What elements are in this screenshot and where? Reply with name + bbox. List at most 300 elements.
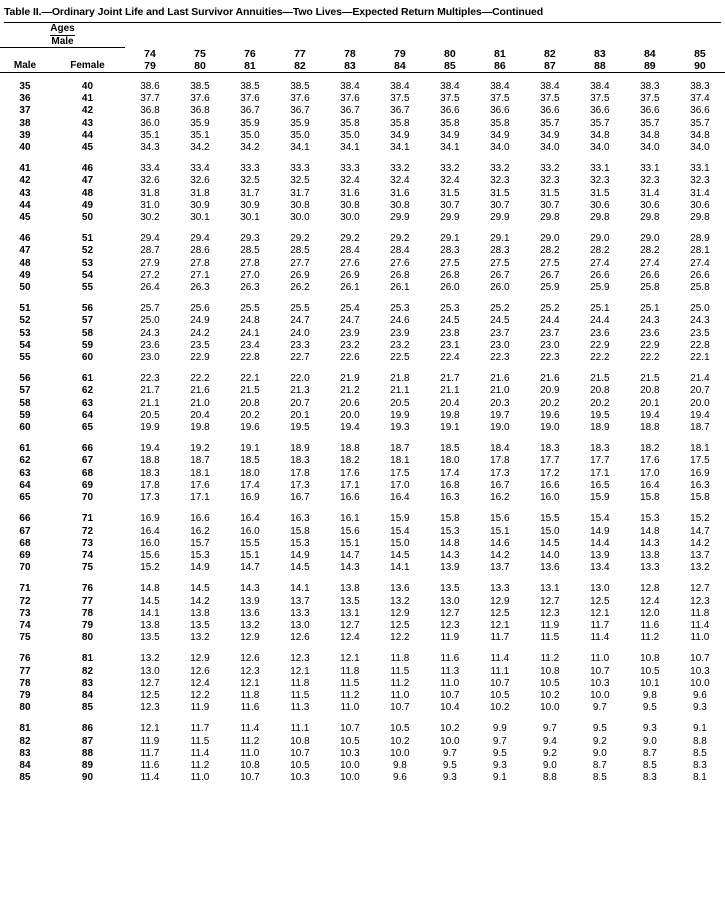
multiple-value: 37.6 xyxy=(240,93,260,105)
table-row xyxy=(0,315,725,327)
row-male-age: 54 xyxy=(19,339,31,351)
multiple-value: 12.4 xyxy=(340,632,360,644)
multiple-value: 10.5 xyxy=(390,723,410,735)
multiple-value: 11.0 xyxy=(590,653,610,665)
multiple-value: 14.3 xyxy=(640,537,660,549)
row-female-age: 41 xyxy=(81,93,94,105)
group-spacer-cell xyxy=(0,72,725,81)
multiple-value: 19.9 xyxy=(390,409,410,421)
table-body xyxy=(0,72,725,784)
multiple-value: 38.4 xyxy=(390,81,410,92)
multiple-value: 13.5 xyxy=(340,595,360,607)
multiple-value: 25.2 xyxy=(540,303,560,315)
multiple-value: 20.0 xyxy=(690,397,710,409)
row-female-age: 66 xyxy=(81,443,94,455)
multiple-value: 12.5 xyxy=(490,607,510,619)
multiple-value: 18.0 xyxy=(440,455,460,467)
multiple-value: 33.3 xyxy=(240,163,260,175)
table-row xyxy=(0,455,725,467)
multiple-value: 8.7 xyxy=(642,747,657,759)
multiple-value: 29.2 xyxy=(340,233,360,245)
multiple-value: 11.9 xyxy=(190,702,210,714)
table-row xyxy=(0,736,725,748)
multiple-value: 30.7 xyxy=(490,199,510,211)
multiple-value: 14.7 xyxy=(240,562,260,574)
multiple-value: 18.2 xyxy=(340,455,360,467)
multiple-value: 15.2 xyxy=(140,562,160,574)
multiple-value: 17.1 xyxy=(190,492,210,504)
table-row xyxy=(0,142,725,154)
multiple-value: 15.9 xyxy=(390,513,410,525)
table-row xyxy=(0,175,725,187)
multiple-value: 17.3 xyxy=(290,479,310,491)
multiple-value: 9.3 xyxy=(642,723,657,735)
multiple-value: 26.1 xyxy=(340,282,360,294)
multiple-value: 12.9 xyxy=(390,607,410,619)
multiple-value: 17.4 xyxy=(240,479,260,491)
multiple-value: 12.7 xyxy=(440,607,460,619)
multiple-value: 13.2 xyxy=(390,595,410,607)
multiple-value: 26.3 xyxy=(240,282,260,294)
row-male-age: 56 xyxy=(19,373,31,385)
multiple-value: 27.2 xyxy=(140,269,160,281)
multiple-value: 36.6 xyxy=(590,105,610,117)
row-female-age: 90 xyxy=(81,772,94,784)
table-row xyxy=(0,480,725,492)
multiple-value: 10.7 xyxy=(340,723,360,735)
multiple-value: 15.0 xyxy=(390,537,410,549)
multiple-value: 17.7 xyxy=(590,455,610,467)
multiple-value: 27.5 xyxy=(440,257,460,269)
row-male-age: 59 xyxy=(19,409,31,421)
row-male-age: 70 xyxy=(19,562,31,574)
multiple-value: 38.6 xyxy=(140,81,160,92)
row-female-age: 77 xyxy=(81,595,94,607)
table-row xyxy=(0,492,725,504)
multiple-value: 9.5 xyxy=(592,723,607,735)
multiple-value: 17.8 xyxy=(490,455,510,467)
row-male-age: 69 xyxy=(19,549,31,561)
multiple-value: 16.0 xyxy=(240,525,260,537)
multiple-value: 30.7 xyxy=(540,199,560,211)
multiple-value: 12.0 xyxy=(640,607,660,619)
multiple-value: 28.7 xyxy=(140,245,160,257)
multiple-value: 30.0 xyxy=(340,212,360,224)
multiple-value: 22.8 xyxy=(240,352,260,364)
multiple-value: 22.2 xyxy=(190,373,210,385)
multiple-value: 23.4 xyxy=(240,339,260,351)
table-row xyxy=(0,608,725,620)
multiple-value: 17.0 xyxy=(390,479,410,491)
multiple-value: 10.0 xyxy=(690,677,710,689)
multiple-value: 26.7 xyxy=(490,269,510,281)
col-header-male-10: 84 xyxy=(643,47,656,60)
group-spacer xyxy=(0,294,725,303)
row-female-age: 54 xyxy=(81,269,94,281)
row-female-age: 87 xyxy=(81,735,94,747)
page-title: Table II.—Ordinary Joint Life and Last Survivor Annuities—Two Lives—Expected Return Multiples—Continued xyxy=(4,6,544,18)
multiple-value: 34.3 xyxy=(140,142,160,154)
table-row xyxy=(0,526,725,538)
multiple-value: 19.4 xyxy=(690,409,710,421)
multiple-value: 9.1 xyxy=(692,723,707,735)
multiple-value: 36.8 xyxy=(140,105,160,117)
table-row xyxy=(0,410,725,422)
col-header-female-3: 82 xyxy=(275,60,325,73)
multiple-value: 11.0 xyxy=(340,702,360,714)
multiple-value: 23.8 xyxy=(440,327,460,339)
multiple-value: 22.0 xyxy=(290,373,310,385)
multiple-value: 13.0 xyxy=(290,619,310,631)
multiple-value: 14.3 xyxy=(440,549,460,561)
multiple-value: 10.8 xyxy=(540,665,560,677)
multiple-value: 15.8 xyxy=(690,492,710,504)
multiple-value: 23.5 xyxy=(690,327,710,339)
multiple-value: 35.9 xyxy=(290,117,310,129)
multiple-value: 9.7 xyxy=(442,747,457,759)
multiple-value: 17.6 xyxy=(640,455,660,467)
group-spacer xyxy=(0,364,725,373)
multiple-value: 33.4 xyxy=(140,163,160,175)
row-male-age: 51 xyxy=(19,303,31,315)
multiple-value: 18.8 xyxy=(340,443,360,455)
multiple-value: 9.8 xyxy=(642,689,657,701)
group-spacer xyxy=(0,154,725,163)
multiple-value: 26.4 xyxy=(140,282,160,294)
multiple-value: 8.3 xyxy=(692,759,707,771)
ages-header-label xyxy=(0,23,125,36)
multiple-value: 38.4 xyxy=(590,81,610,92)
multiple-value: 32.3 xyxy=(540,175,560,187)
multiple-value: 36.6 xyxy=(540,105,560,117)
multiple-value: 10.2 xyxy=(490,702,510,714)
multiple-value: 34.1 xyxy=(440,142,460,154)
multiple-value: 10.8 xyxy=(290,735,310,747)
multiple-value: 13.2 xyxy=(240,619,260,631)
multiple-value: 35.9 xyxy=(190,117,210,129)
multiple-value: 10.0 xyxy=(340,772,360,784)
multiple-value: 10.5 xyxy=(290,759,310,771)
multiple-value: 21.4 xyxy=(690,373,710,385)
row-male-age: 52 xyxy=(19,315,31,327)
row-male-age: 77 xyxy=(19,665,31,677)
multiple-value: 8.5 xyxy=(592,772,607,784)
multiple-value: 15.6 xyxy=(490,513,510,525)
multiple-value: 27.6 xyxy=(340,257,360,269)
multiple-value: 14.3 xyxy=(240,583,260,595)
multiple-value: 12.7 xyxy=(340,619,360,631)
row-female-age: 63 xyxy=(81,397,94,409)
multiple-value: 11.2 xyxy=(240,735,260,747)
multiple-value: 20.4 xyxy=(190,409,210,421)
multiple-value: 25.5 xyxy=(240,303,260,315)
multiple-value: 10.2 xyxy=(440,723,460,735)
row-male-age: 46 xyxy=(19,233,31,245)
multiple-value: 8.5 xyxy=(692,747,707,759)
multiple-value: 13.0 xyxy=(590,583,610,595)
multiple-value: 9.6 xyxy=(692,689,707,701)
multiple-value: 18.3 xyxy=(540,443,560,455)
col-header-male-2: 76 xyxy=(244,47,256,60)
row-male-age: 45 xyxy=(19,212,31,224)
table-row xyxy=(0,653,725,665)
multiple-value: 14.5 xyxy=(140,595,160,607)
multiple-value: 21.6 xyxy=(540,373,560,385)
multiple-value: 35.0 xyxy=(290,129,310,141)
multiple-value: 25.3 xyxy=(390,303,410,315)
multiple-value: 10.2 xyxy=(390,735,410,747)
multiple-value: 13.9 xyxy=(590,549,610,561)
multiple-value: 22.1 xyxy=(690,352,710,364)
table-header xyxy=(0,23,725,72)
multiple-value: 16.9 xyxy=(240,492,260,504)
multiple-value: 34.8 xyxy=(690,129,710,141)
multiple-value: 14.3 xyxy=(340,562,360,574)
header-spacer-male xyxy=(125,36,725,48)
multiple-value: 15.5 xyxy=(540,513,560,525)
multiple-value: 33.2 xyxy=(390,163,410,175)
multiple-value: 10.8 xyxy=(640,653,660,665)
multiple-value: 29.8 xyxy=(540,212,560,224)
multiple-value: 15.6 xyxy=(340,525,360,537)
multiple-value: 8.8 xyxy=(542,772,557,784)
multiple-value: 13.7 xyxy=(690,549,710,561)
multiple-value: 11.9 xyxy=(140,735,160,747)
row-male-age: 40 xyxy=(19,142,31,154)
multiple-value: 13.7 xyxy=(290,595,310,607)
multiple-value: 10.7 xyxy=(240,772,260,784)
multiple-value: 10.5 xyxy=(640,665,660,677)
multiple-value: 38.3 xyxy=(640,81,660,92)
multiple-value: 12.3 xyxy=(540,607,560,619)
multiple-value: 31.5 xyxy=(490,187,510,199)
multiple-value: 23.0 xyxy=(140,352,160,364)
row-female-age: 51 xyxy=(81,233,94,245)
multiple-value: 34.1 xyxy=(290,142,310,154)
multiple-value: 28.5 xyxy=(290,245,310,257)
multiple-value: 20.8 xyxy=(590,385,610,397)
multiple-value: 34.0 xyxy=(490,142,510,154)
multiple-value: 10.0 xyxy=(440,735,460,747)
multiple-value: 13.0 xyxy=(440,595,460,607)
group-spacer-cell xyxy=(0,364,725,373)
table-row xyxy=(0,212,725,224)
multiple-value: 20.0 xyxy=(340,409,360,421)
multiple-value: 25.3 xyxy=(440,303,460,315)
table-row xyxy=(0,270,725,282)
table-row xyxy=(0,443,725,455)
multiple-value: 22.3 xyxy=(490,352,510,364)
multiple-value: 11.5 xyxy=(340,677,360,689)
multiple-value: 16.5 xyxy=(590,479,610,491)
multiple-value: 18.8 xyxy=(140,455,160,467)
row-female-age: 73 xyxy=(81,537,94,549)
row-female-age: 62 xyxy=(81,385,94,397)
multiple-value: 9.6 xyxy=(392,772,407,784)
multiple-value: 37.6 xyxy=(290,93,310,105)
multiple-value: 31.0 xyxy=(140,199,160,211)
row-male-age: 61 xyxy=(19,443,31,455)
multiple-value: 13.6 xyxy=(240,607,260,619)
table-row xyxy=(0,422,725,434)
multiple-value: 17.6 xyxy=(340,467,360,479)
multiple-value: 30.0 xyxy=(290,212,310,224)
multiple-value: 26.6 xyxy=(640,269,660,281)
multiple-value: 24.1 xyxy=(240,327,260,339)
row-female-age: 84 xyxy=(81,689,94,701)
multiple-value: 37.6 xyxy=(340,93,360,105)
multiple-value: 22.9 xyxy=(590,339,610,351)
row-female-age: 82 xyxy=(81,665,94,677)
multiple-value: 13.7 xyxy=(490,562,510,574)
multiple-value: 24.7 xyxy=(340,315,360,327)
multiple-value: 14.8 xyxy=(440,537,460,549)
multiple-value: 35.0 xyxy=(240,129,260,141)
multiple-value: 13.2 xyxy=(690,562,710,574)
multiple-value: 11.0 xyxy=(690,632,710,644)
row-male-age: 35 xyxy=(19,81,31,92)
multiple-value: 21.7 xyxy=(140,385,160,397)
multiple-value: 11.4 xyxy=(140,772,160,784)
table-row xyxy=(0,678,725,690)
multiple-value: 27.6 xyxy=(390,257,410,269)
multiple-value: 10.3 xyxy=(340,747,360,759)
row-female-age: 71 xyxy=(81,513,94,525)
row-female-age: 45 xyxy=(81,142,94,154)
multiple-value: 8.1 xyxy=(692,772,707,784)
group-spacer xyxy=(0,434,725,443)
multiple-value: 19.5 xyxy=(290,422,310,434)
multiple-value: 22.9 xyxy=(640,339,660,351)
multiple-value: 23.2 xyxy=(340,339,360,351)
multiple-value: 10.0 xyxy=(390,747,410,759)
table-row xyxy=(0,81,725,93)
multiple-value: 38.3 xyxy=(690,81,710,92)
group-spacer-cell xyxy=(0,644,725,653)
multiple-value: 32.5 xyxy=(290,175,310,187)
multiple-value: 28.1 xyxy=(690,245,710,257)
multiple-value: 13.5 xyxy=(440,583,460,595)
multiple-value: 12.3 xyxy=(140,702,160,714)
multiple-value: 34.2 xyxy=(240,142,260,154)
row-female-age: 72 xyxy=(81,525,94,537)
multiple-value: 25.4 xyxy=(340,303,360,315)
col-header-female: Female xyxy=(50,60,125,73)
row-male-age: 76 xyxy=(19,653,31,665)
multiple-value: 13.3 xyxy=(640,562,660,574)
multiple-value: 16.4 xyxy=(640,479,660,491)
multiple-value: 24.0 xyxy=(290,327,310,339)
multiple-value: 15.6 xyxy=(140,549,160,561)
multiple-value: 12.1 xyxy=(240,677,260,689)
multiple-value: 25.6 xyxy=(190,303,210,315)
row-female-age: 59 xyxy=(81,339,94,351)
multiple-value: 15.9 xyxy=(590,492,610,504)
table-row xyxy=(0,760,725,772)
multiple-value: 11.7 xyxy=(490,632,510,644)
multiple-value: 27.4 xyxy=(640,257,660,269)
table-row xyxy=(0,748,725,760)
multiple-value: 16.2 xyxy=(490,492,510,504)
multiple-value: 21.6 xyxy=(490,373,510,385)
multiple-value: 21.3 xyxy=(290,385,310,397)
multiple-value: 27.1 xyxy=(190,269,210,281)
multiple-value: 13.3 xyxy=(490,583,510,595)
multiple-value: 37.6 xyxy=(190,93,210,105)
row-female-age: 64 xyxy=(81,409,94,421)
multiple-value: 29.8 xyxy=(690,212,710,224)
ages-label-text: Ages xyxy=(50,23,75,34)
expected-return-multiples-table xyxy=(0,23,725,784)
multiple-value: 17.3 xyxy=(140,492,160,504)
multiple-value: 32.5 xyxy=(240,175,260,187)
multiple-value: 14.9 xyxy=(290,549,310,561)
row-male-age: 84 xyxy=(19,759,31,771)
multiple-value: 28.3 xyxy=(440,245,460,257)
group-spacer-cell xyxy=(0,434,725,443)
multiple-value: 16.1 xyxy=(340,513,360,525)
multiple-value: 12.2 xyxy=(390,632,410,644)
row-male-age: 58 xyxy=(19,397,31,409)
multiple-value: 12.9 xyxy=(190,653,210,665)
multiple-value: 12.5 xyxy=(140,689,160,701)
multiple-value: 10.7 xyxy=(590,665,610,677)
multiple-value: 27.7 xyxy=(290,257,310,269)
multiple-value: 24.7 xyxy=(290,315,310,327)
multiple-value: 22.6 xyxy=(340,352,360,364)
table-row xyxy=(0,105,725,117)
multiple-value: 15.4 xyxy=(590,513,610,525)
multiple-value: 20.5 xyxy=(390,397,410,409)
multiple-value: 10.3 xyxy=(290,772,310,784)
row-male-age: 43 xyxy=(19,187,31,199)
multiple-value: 23.0 xyxy=(540,339,560,351)
multiple-value: 37.5 xyxy=(590,93,610,105)
multiple-value: 38.5 xyxy=(190,81,210,92)
row-male-age: 49 xyxy=(19,269,31,281)
header-row-male-ages xyxy=(0,48,725,60)
row-female-age: 44 xyxy=(81,129,94,141)
multiple-value: 8.5 xyxy=(642,759,657,771)
row-female-age: 81 xyxy=(81,653,94,665)
multiple-value: 33.1 xyxy=(590,163,610,175)
multiple-value: 24.4 xyxy=(590,315,610,327)
multiple-value: 29.9 xyxy=(440,212,460,224)
row-female-age: 80 xyxy=(81,632,94,644)
group-spacer xyxy=(0,504,725,513)
multiple-value: 33.2 xyxy=(490,163,510,175)
multiple-value: 14.6 xyxy=(490,537,510,549)
multiple-value: 11.8 xyxy=(240,689,260,701)
multiple-value: 21.2 xyxy=(340,385,360,397)
row-female-age: 78 xyxy=(81,607,94,619)
multiple-value: 10.7 xyxy=(690,653,710,665)
multiple-value: 34.2 xyxy=(190,142,210,154)
multiple-value: 18.1 xyxy=(690,443,710,455)
multiple-value: 12.1 xyxy=(490,619,510,631)
col-header-male-0: 74 xyxy=(144,47,156,60)
multiple-value: 25.0 xyxy=(140,315,160,327)
multiple-value: 12.3 xyxy=(440,619,460,631)
row-male-age: 57 xyxy=(19,385,31,397)
multiple-value: 38.5 xyxy=(290,81,310,92)
row-male-age: 42 xyxy=(19,175,31,187)
multiple-value: 35.1 xyxy=(140,129,160,141)
multiple-value: 27.8 xyxy=(240,257,260,269)
multiple-value: 38.4 xyxy=(490,81,510,92)
table-row xyxy=(0,385,725,397)
multiple-value: 9.7 xyxy=(592,702,607,714)
